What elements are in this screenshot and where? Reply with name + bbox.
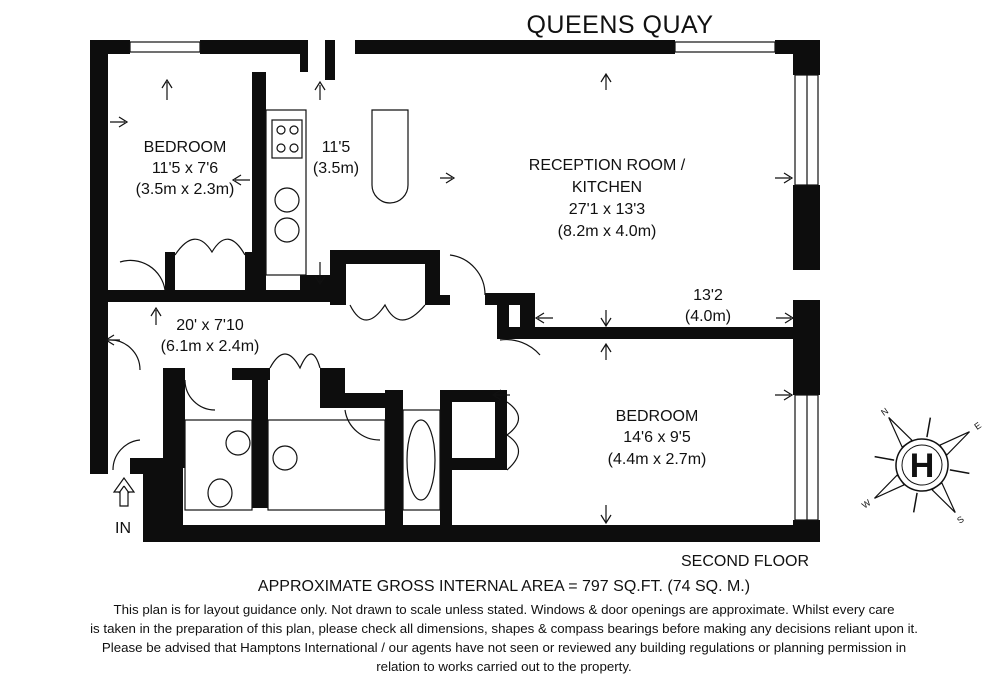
compass-w: W	[859, 497, 873, 511]
plan-title: QUEENS QUAY	[526, 11, 714, 39]
reception-dim-imperial: 13'2	[693, 287, 723, 304]
bedroom-2-imperial: 14'6 x 9'5	[623, 429, 691, 446]
floor-label: SECOND FLOOR	[681, 553, 810, 570]
hob-icon	[272, 120, 302, 158]
compass-s: S	[955, 514, 966, 526]
bath-icon	[407, 420, 435, 500]
bedroom-1-name: BEDROOM	[143, 139, 227, 156]
sink-icon	[275, 188, 299, 212]
reception-name: RECEPTION ROOM /	[528, 157, 686, 174]
reception-imperial: 27'1 x 13'3	[568, 201, 646, 218]
bedroom-2-metric: (4.4m x 2.7m)	[607, 451, 707, 468]
entrance-arrow-icon	[114, 478, 134, 506]
kitchen-island	[372, 110, 408, 203]
hall-imperial: 20' x 7'10	[176, 317, 244, 334]
kitchen-dim-metric: (3.5m)	[312, 160, 360, 177]
compass-n: N	[879, 405, 891, 418]
bedroom-2-name: BEDROOM	[615, 408, 699, 425]
reception-metric: (8.2m x 4.0m)	[557, 223, 657, 240]
disclaimer-line: relation to works carried out to the property.	[376, 659, 632, 674]
disclaimer-line: This plan is for layout guidance only. Not drawn to scale unless stated. Windows & door openings are approximate. Whilst every care	[113, 602, 895, 617]
disclaimer-line: is taken in the preparation of this plan, please check all dimensions, shapes & compass bearings before making any decisions reliant upon it.	[90, 621, 918, 636]
bedroom-1-metric: (3.5m x 2.3m)	[135, 181, 235, 198]
entrance-label: IN	[115, 520, 131, 537]
kitchen-dim-imperial: 11'5	[321, 139, 351, 156]
reception-name-2: KITCHEN	[571, 179, 643, 196]
disclaimer	[0, 600, 1008, 676]
compass-e: E	[972, 420, 984, 432]
area-text: APPROXIMATE GROSS INTERNAL AREA = 797 SQ.FT. (74 SQ. M.)	[257, 578, 751, 595]
reception-dim-metric: (4.0m)	[684, 308, 732, 325]
compass-letter: H	[909, 447, 935, 485]
basin-icon	[226, 431, 250, 455]
hall-metric: (6.1m x 2.4m)	[160, 338, 260, 355]
wc-icon	[208, 479, 232, 507]
disclaimer-line: Please be advised that Hamptons International / our agents have not seen or reviewed any building regulations or planning permission in	[101, 640, 907, 655]
bedroom-1-imperial: 11'5 x 7'6	[151, 160, 219, 177]
washer-icon	[275, 218, 299, 242]
